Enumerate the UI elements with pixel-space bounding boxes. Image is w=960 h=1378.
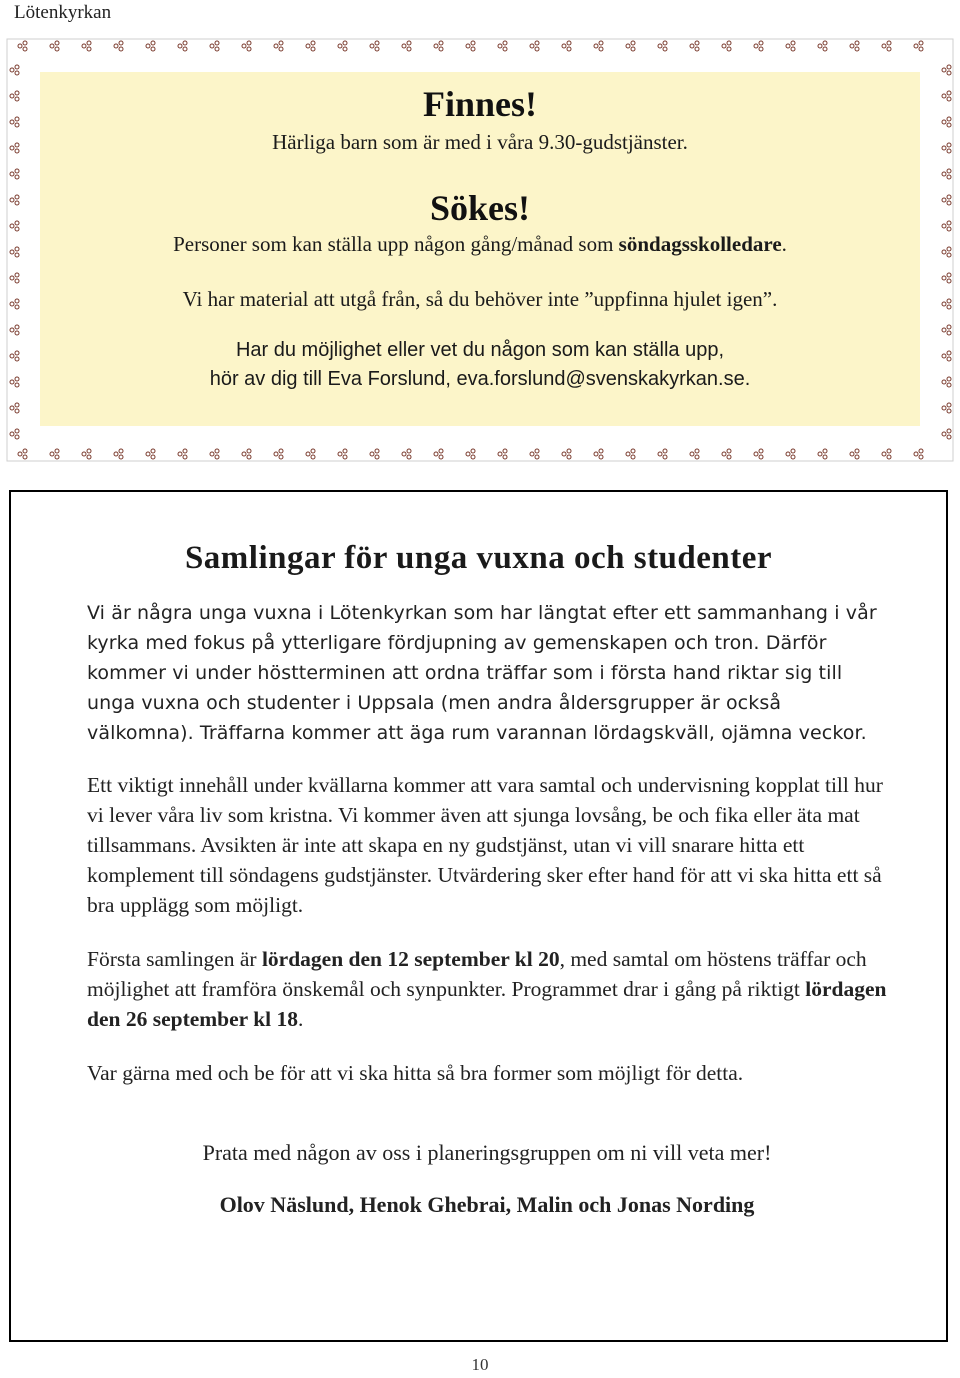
contact-line-2: hör av dig till Eva Forslund, eva.forslund@svenskakyrkan.se. [209, 368, 751, 391]
flourish-ornament [818, 449, 827, 459]
flourish-ornament [722, 449, 731, 459]
wanted-heading: Sökes! [429, 188, 531, 229]
flourish-ornament [210, 41, 219, 51]
flourish-ornament [914, 449, 923, 459]
flourish-ornament [306, 41, 315, 51]
flourish-ornament [942, 117, 951, 127]
article-body [87, 598, 887, 1244]
flourish-ornament [786, 41, 795, 51]
flourish-ornament [10, 377, 19, 387]
flourish-ornament [10, 325, 19, 335]
flourish-ornament [82, 41, 91, 51]
flourish-ornament [658, 449, 667, 459]
flourish-ornament [178, 41, 187, 51]
flourish-ornament [942, 351, 951, 361]
wanted-text: Personer som kan ställa upp någon gång/månad som söndagsskolledare. [173, 232, 787, 257]
flourish-ornament [338, 449, 347, 459]
flourish-ornament [754, 449, 763, 459]
flourish-ornament [942, 273, 951, 283]
flourish-ornament [942, 65, 951, 75]
flourish-ornament [942, 143, 951, 153]
flourish-ornament [338, 41, 347, 51]
flourish-ornament [942, 195, 951, 205]
flourish-ornament [942, 221, 951, 231]
flourish-ornament [942, 247, 951, 257]
flourish-ornament [10, 429, 19, 439]
flourish-ornament [786, 449, 795, 459]
flourish-ornament [146, 41, 155, 51]
flourish-ornament [562, 449, 571, 459]
flourish-ornament [10, 351, 19, 361]
found-text: Härliga barn som är med i våra 9.30-gudstjänster. [272, 130, 688, 154]
flourish-ornament [942, 91, 951, 101]
flourish-ornament [274, 41, 283, 51]
flourish-ornament [626, 41, 635, 51]
flourish-ornament [10, 403, 19, 413]
flourish-ornament [530, 449, 539, 459]
flourish-ornament [466, 449, 475, 459]
flourish-ornament [306, 449, 315, 459]
flourish-ornament [594, 41, 603, 51]
flourish-ornament [626, 449, 635, 459]
flourish-ornament [850, 41, 859, 51]
article-title: Samlingar för unga vuxna och studenter [184, 540, 773, 576]
flourish-ornament [10, 299, 19, 309]
flourish-ornament [402, 449, 411, 459]
flourish-ornament [10, 91, 19, 101]
flourish-ornament [498, 41, 507, 51]
flourish-ornament [754, 41, 763, 51]
organizer-names: Olov Näslund, Henok Ghebrai, Malin och Jonas Nording [219, 1192, 755, 1217]
flourish-ornament [242, 449, 251, 459]
found-heading: Finnes! [422, 84, 537, 124]
article-box [9, 490, 948, 1342]
flourish-ornament [942, 325, 951, 335]
flourish-ornament [114, 449, 123, 459]
flourish-ornament [10, 169, 19, 179]
flourish-ornament [530, 41, 539, 51]
flourish-ornament [942, 429, 951, 439]
paragraph-prayer: Var gärna med och be för att vi ska hitta så bra former som möjligt för detta. [87, 1061, 744, 1085]
flourish-ornament [690, 449, 699, 459]
contact-line-1: Har du möjlighet eller vet du någon som kan ställa upp, [235, 339, 725, 362]
flourish-ornament [882, 449, 891, 459]
paragraph-content: Ett viktigt innehåll under kvällarna kommer att vara samtal och undervisning kopplat till hur vi lever våra liv som kristna. Vi kommer även att sjunga lovsång, be och fika eller äta mat tillsammans. Avsikten är inte att skapa en ny gudstjänst, utan vi vill snarare hitta ett komplement till söndagens gudstjänster. Utvärdering sker efter hand för att vi ska hitta ett så bra upplägg som möjligt. [87, 773, 883, 917]
flourish-ornament [18, 41, 27, 51]
flourish-ornament [10, 143, 19, 153]
material-text: Vi har material att utgå från, så du behöver inte ”uppfinna hjulet igen”. [182, 286, 778, 311]
running-head: Lötenkyrkan [14, 2, 112, 23]
paragraph-intro: Vi är några unga vuxna i Lötenkyrkan som har längtat efter ett sammanhang i vår kyrka med fokus på ytterligare fördjupning av gemenskapen och tron. Därför kommer vi under höstterminen att ordna träffar som i första hand riktar sig till unga vuxna och studenter i Uppsala (men andra åldersgrupper är också välkomna). Träffarna kommer att äga rum varannan lördagskväll, ojämna veckor. [87, 602, 877, 744]
flourish-ornament [50, 449, 59, 459]
flourish-ornament [850, 449, 859, 459]
flourish-ornament [882, 41, 891, 51]
flourish-ornament [942, 377, 951, 387]
flourish-ornament [370, 41, 379, 51]
page-number: 10 [471, 1355, 489, 1374]
flourish-ornament [10, 247, 19, 257]
flourish-ornament [10, 65, 19, 75]
flourish-ornament [370, 449, 379, 459]
flourish-ornament [82, 449, 91, 459]
flourish-ornament [498, 449, 507, 459]
flourish-ornament [466, 41, 475, 51]
flourish-ornament [942, 403, 951, 413]
closing-line: Prata med någon av oss i planeringsgruppen om ni vill veta mer! [202, 1140, 772, 1165]
flourish-ornament [434, 41, 443, 51]
notice-panel [40, 72, 920, 426]
flourish-ornament [434, 449, 443, 459]
flourish-ornament [658, 41, 667, 51]
flourish-ornament [50, 41, 59, 51]
flourish-ornament [274, 449, 283, 459]
flourish-ornament [402, 41, 411, 51]
flourish-ornament [178, 449, 187, 459]
flourish-ornament [914, 41, 923, 51]
flourish-ornament [210, 449, 219, 459]
flourish-ornament [18, 449, 27, 459]
flourish-ornament [818, 41, 827, 51]
flourish-ornament [722, 41, 731, 51]
flourish-ornament [10, 221, 19, 231]
flourish-ornament [562, 41, 571, 51]
flourish-ornament [690, 41, 699, 51]
flourish-ornament [594, 449, 603, 459]
flourish-ornament [146, 449, 155, 459]
flourish-ornament [10, 117, 19, 127]
paragraph-dates: Första samlingen är lördagen den 12 september kl 20, med samtal om höstens träffar och möjlighet att framföra önskemål och synpunkter. Programmet drar i gång på riktigt lördagen den 26 september kl 18. [87, 947, 887, 1031]
flourish-ornament [942, 169, 951, 179]
flourish-ornament [114, 41, 123, 51]
flourish-ornament [10, 195, 19, 205]
flourish-ornament [242, 41, 251, 51]
flourish-ornament [10, 273, 19, 283]
flourish-ornament [942, 299, 951, 309]
